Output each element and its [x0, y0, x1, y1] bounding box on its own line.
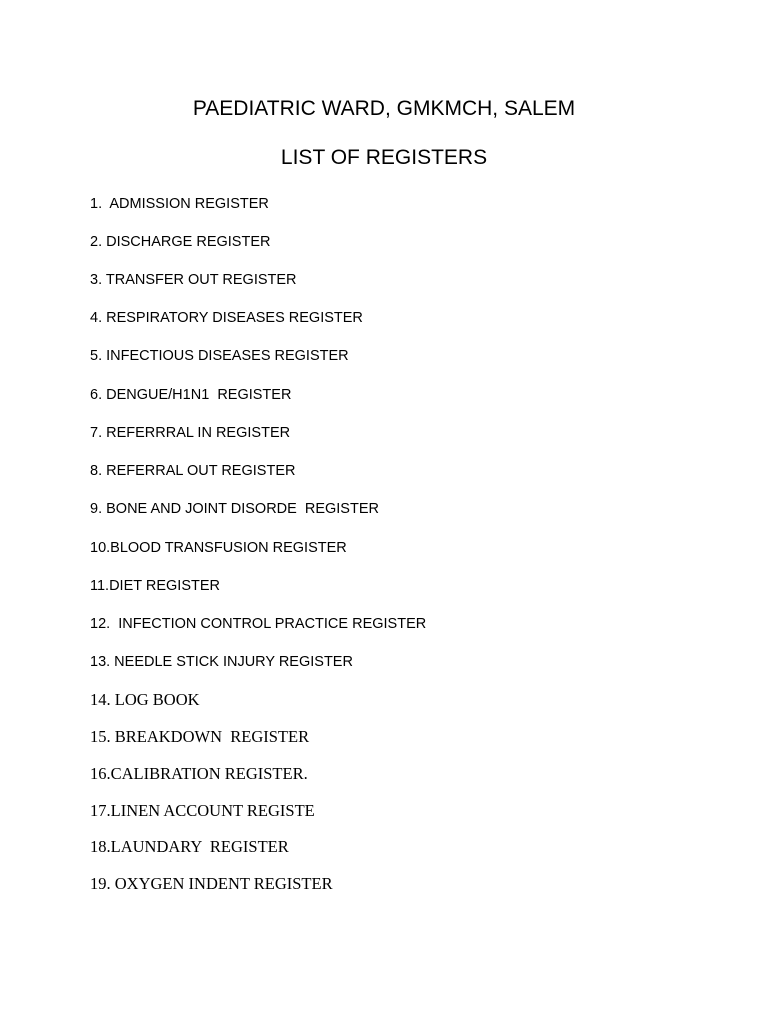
list-item: 6. DENGUE/H1N1 REGISTER [90, 387, 292, 403]
list-item: 2. DISCHARGE REGISTER [90, 234, 271, 250]
list-item: 7. REFERRRAL IN REGISTER [90, 425, 291, 441]
list-item: 10.BLOOD TRANSFUSION REGISTER [90, 540, 347, 556]
list-item: 18.LAUNDARY REGISTER [90, 837, 289, 856]
document-subtitle: LIST OF REGISTERS [280, 146, 488, 169]
list-item: 17.LINEN ACCOUNT REGISTE [90, 801, 315, 820]
list-item: 15. BREAKDOWN REGISTER [90, 727, 310, 746]
list-item: 8. REFERRAL OUT REGISTER [90, 463, 296, 479]
list-item: 16.CALIBRATION REGISTER. [90, 764, 308, 783]
list-item: 12. INFECTION CONTROL PRACTICE REGISTER [90, 616, 427, 632]
document-title: PAEDIATRIC WARD, GMKMCH, SALEM [192, 97, 576, 120]
list-item: 4. RESPIRATORY DISEASES REGISTER [90, 310, 363, 326]
list-item: 1. ADMISSION REGISTER [90, 196, 269, 212]
list-item: 19. OXYGEN INDENT REGISTER [90, 874, 333, 893]
list-item: 9. BONE AND JOINT DISORDE REGISTER [90, 501, 379, 517]
list-item: 11.DIET REGISTER [90, 578, 220, 594]
list-item: 14. LOG BOOK [90, 690, 200, 709]
list-item: 5. INFECTIOUS DISEASES REGISTER [90, 348, 349, 364]
list-item: 13. NEEDLE STICK INJURY REGISTER [90, 654, 353, 670]
list-item: 3. TRANSFER OUT REGISTER [90, 272, 297, 288]
